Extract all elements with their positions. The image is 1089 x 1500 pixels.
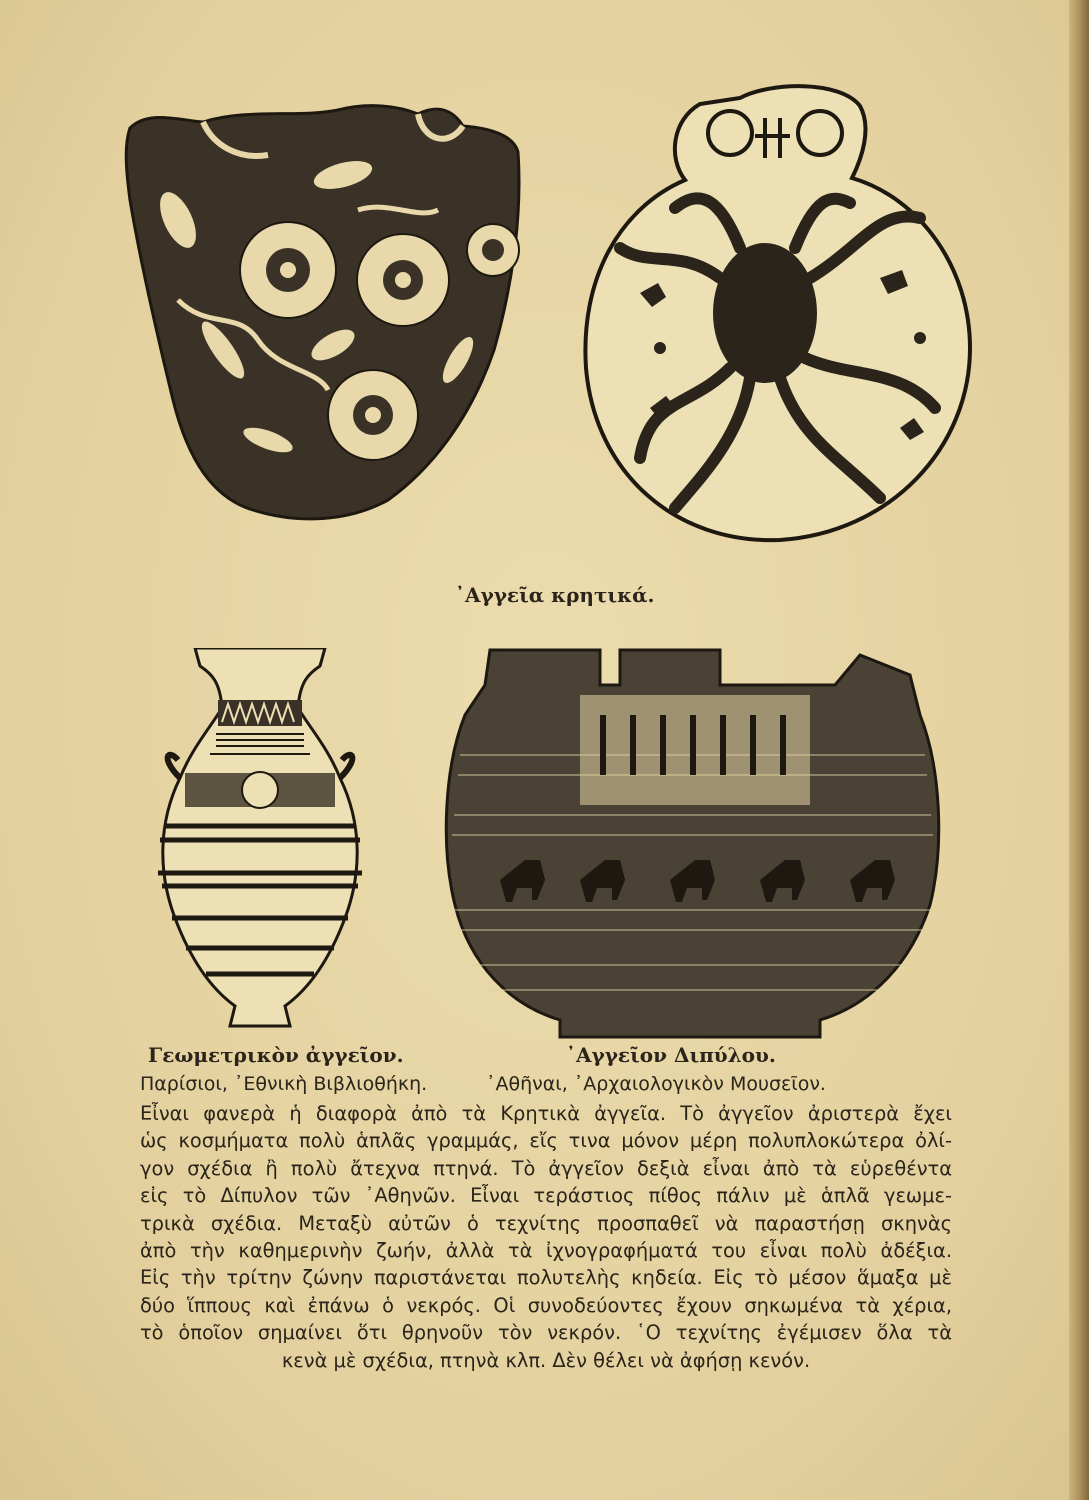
body-line: γον σχέδια ἢ πολὺ ἄτεχνα πτηνά. Τὸ ἀγγεῖον δεξιὰ εἶναι ἀπὸ τὰ εὑρεθέντα — [140, 1156, 952, 1180]
octopus-flask-illustration — [580, 78, 975, 548]
caption-cretan-vessels: ᾿Αγγεῖα κρητικά. — [455, 583, 655, 607]
body-line: τὸ ὁποῖον σημαίνει ὅτι θρηνοῦν τὸν νεκρόν. ῾Ο τεχνίτης ἐγέμισεν ὅλα τὰ — [140, 1321, 952, 1345]
cretan-jar-illustration — [118, 100, 523, 525]
body-line: ὡς κοσμήματα πολὺ ἁπλᾶς γραμμάς, εἴς τινα μόνον μέρη πολυπλοκώτερα ὀλί- — [140, 1129, 952, 1153]
body-line: Εἶναι φανερὰ ἡ διαφορὰ ἀπὸ τὰ Κρητικὰ ἀγγεῖα. Τὸ ἀγγεῖον ἀριστερὰ ἔχει — [140, 1102, 952, 1125]
credit-geometric-vessel: Παρίσιοι, ᾿Εθνικὴ Βιβλιοθήκη. — [140, 1073, 428, 1095]
body-paragraph — [140, 1100, 952, 1374]
dipylon-vessel-illustration — [440, 645, 945, 1040]
body-line: ἀπὸ τὴν καθημερινὴν ζωήν, ἀλλὰ τὰ ἰχνογραφήματά του εἶναι πολὺ ἀδέξια. — [140, 1239, 952, 1263]
page-spine-edge — [1069, 0, 1089, 1500]
body-line: κενὰ μὲ σχέδια, πτηνὰ κλπ. Δὲν θέλει νὰ ἀφήσῃ κενόν. — [281, 1348, 811, 1372]
caption-geometric-vessel: Γεωμετρικὸν ἀγγεῖον. — [148, 1043, 404, 1067]
caption-dipylon-vessel: ᾿Αγγεῖον Διπύλου. — [566, 1043, 776, 1067]
body-line: εἰς τὸ Δίπυλον τῶν ᾿Αθηνῶν. Εἶναι τεράστιος πίθος πάλιν μὲ ἁπλᾶ γεωμε- — [140, 1184, 952, 1208]
geometric-amphora-illustration — [150, 648, 365, 1028]
body-line: τρικὰ σχέδια. Μεταξὺ αὐτῶν ὁ τεχνίτης προσπαθεῖ νὰ παραστήσῃ σκηνὰς — [140, 1211, 952, 1235]
body-line: Εἰς τὴν τρίτην ζώνην παριστάνεται πολυτελὴς κηδεία. Εἰς τὸ μέσον ἅμαξα μὲ — [140, 1266, 952, 1290]
credit-dipylon-vessel: ᾿Αθῆναι, ᾿Αρχαιολογικὸν Μουσεῖον. — [486, 1073, 826, 1095]
body-line: δύο ἵππους καὶ ἐπάνω ὁ νεκρός. Οἱ συνοδεύοντες ἔχουν σηκωμένα τὰ χέρια, — [140, 1293, 952, 1317]
